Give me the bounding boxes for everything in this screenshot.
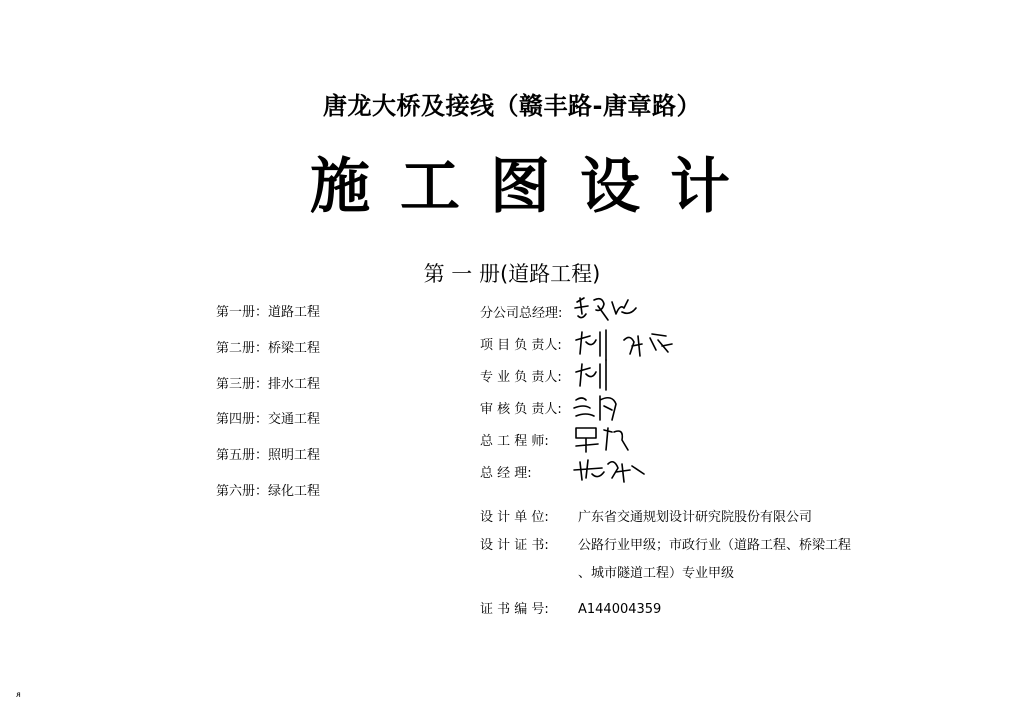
personnel-row-chief-engineer xyxy=(480,432,572,464)
design-info xyxy=(480,509,851,629)
role-label: 专 业 负 责人: xyxy=(480,370,562,385)
volume-item: 第二册：桥梁工程 xyxy=(216,340,321,356)
volume-title: 第 一 册(道路工程) xyxy=(423,262,601,286)
role-label: 项 目 负 责人: xyxy=(480,338,562,353)
signature-1 xyxy=(572,294,642,328)
volume-item: 第五册：照明工程 xyxy=(216,448,321,464)
design-cert-continuation: 、城市隧道工程）专业甲级 xyxy=(578,566,735,581)
signature-6 xyxy=(572,454,652,488)
project-title: 唐龙大桥及接线（赣丰路-唐章路） xyxy=(323,92,701,120)
personnel-row-review-lead xyxy=(480,400,572,432)
volume-item: 第一册：道路工程 xyxy=(216,305,321,320)
volume-item: 第四册：交通工程 xyxy=(216,412,321,428)
design-cert-label: 设 计 证 书: xyxy=(480,538,549,553)
role-label: 总 工 程 师: xyxy=(480,434,549,449)
volume-item: 第三册：排水工程 xyxy=(216,376,321,392)
personnel-row-branch-manager xyxy=(480,304,572,336)
design-unit-value: 广东省交通规划设计研究院股份有限公司 xyxy=(578,510,813,525)
signature-3 xyxy=(572,358,622,392)
volume-list xyxy=(216,304,320,519)
role-label: 分公司总经理: xyxy=(480,306,563,321)
corner-mark: ᴙ xyxy=(16,690,21,699)
main-title: 施工图设计 xyxy=(310,152,760,222)
design-unit-label: 设 计 单 位: xyxy=(480,510,549,525)
personnel-row-project-lead xyxy=(480,336,572,368)
role-label: 审 核 负 责人: xyxy=(480,402,562,417)
cert-number-row xyxy=(480,601,851,629)
signature-5 xyxy=(572,422,642,456)
design-unit-row xyxy=(480,509,851,537)
design-cert-value: 公路行业甲级；市政行业（道路工程、桥梁工程 xyxy=(578,538,852,553)
personnel-list xyxy=(480,304,572,496)
role-label: 总 经 理: xyxy=(480,466,532,481)
personnel-row-general-manager xyxy=(480,464,572,496)
cert-number-value: A144004359 xyxy=(578,602,662,617)
personnel-row-discipline-lead xyxy=(480,368,572,400)
cert-number-label: 证 书 编 号: xyxy=(480,602,549,617)
design-cert-row xyxy=(480,537,851,565)
signature-4 xyxy=(572,390,632,424)
volume-item: 第六册：绿化工程 xyxy=(216,483,321,499)
